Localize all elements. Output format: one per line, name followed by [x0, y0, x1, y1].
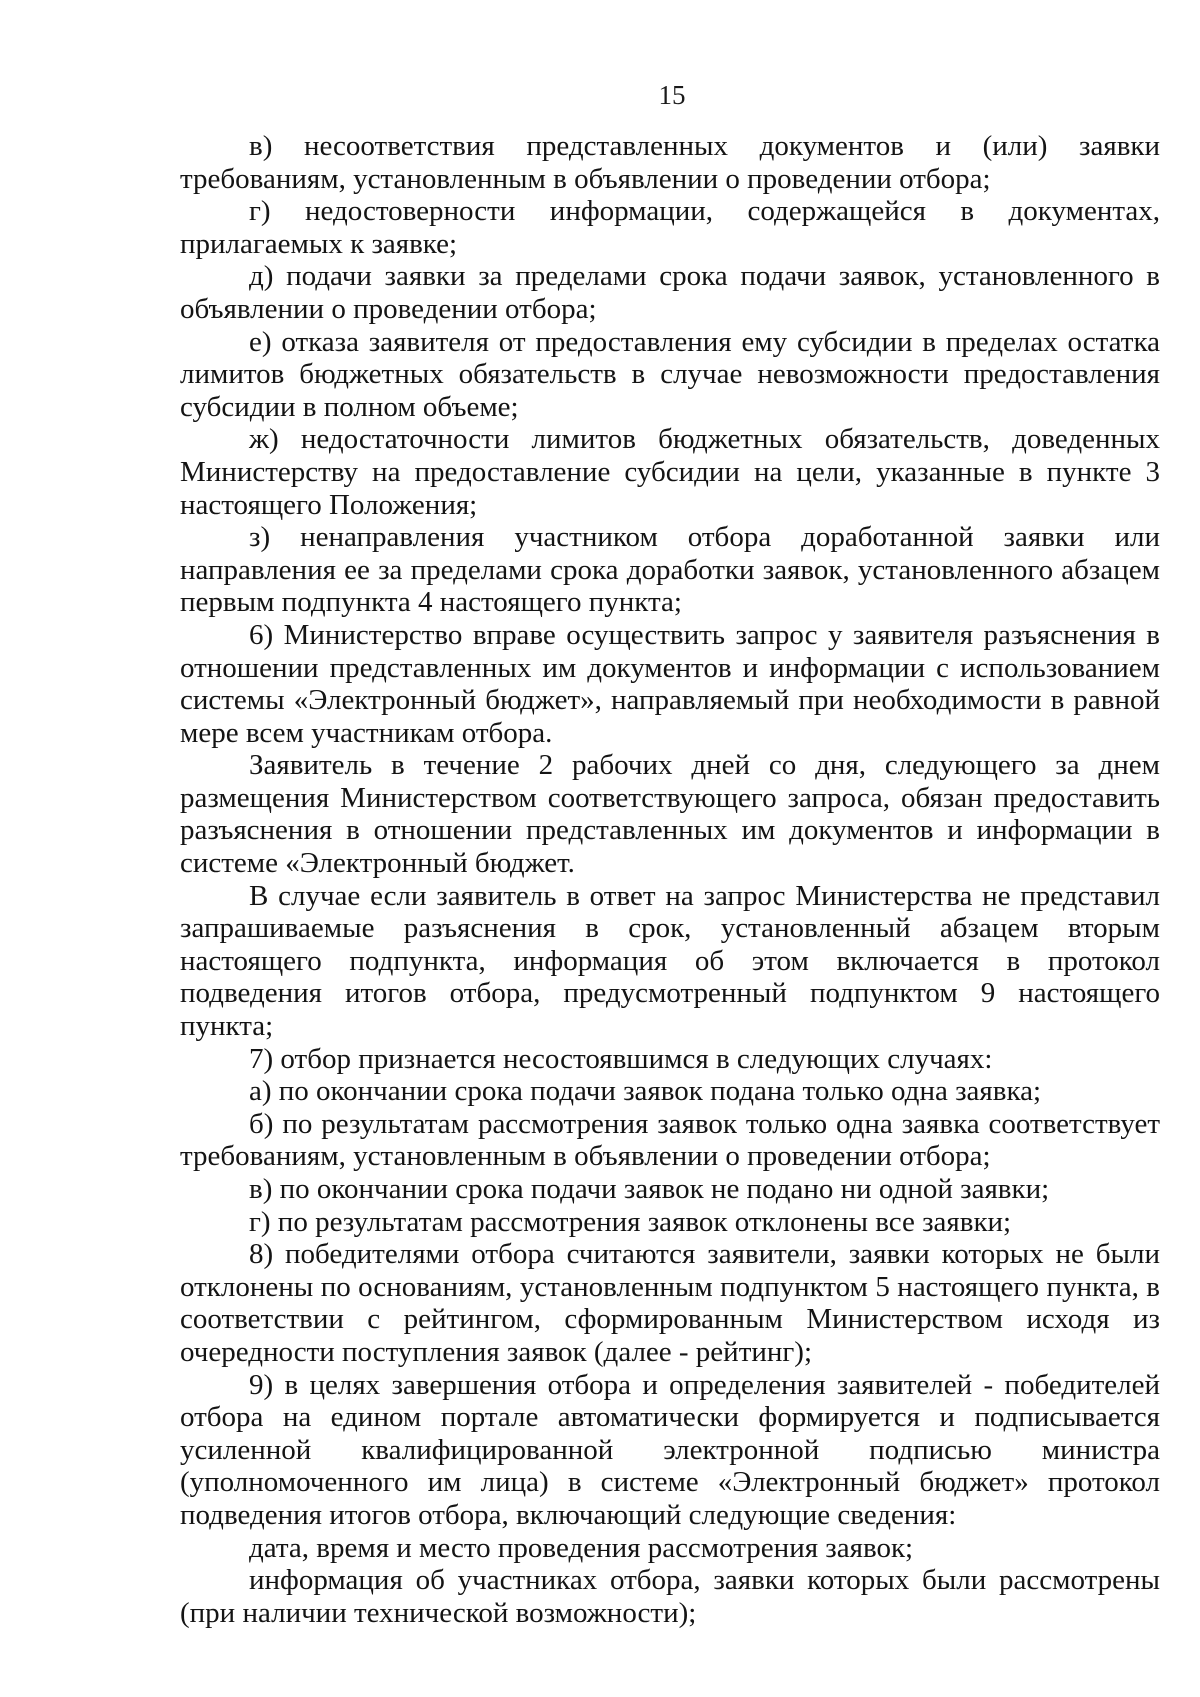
paragraph-z-non-submission: з) ненаправления участником отбора доработанной заявки или направления ее за пределами срока доработки заявок, установленного абзацем первым подпункта 4 настоящего пункта; [180, 521, 1160, 619]
document-body [180, 130, 1160, 1629]
paragraph-date-time-place: дата, время и место проведения рассмотрения заявок; [249, 1531, 914, 1564]
paragraph-e-refusal: е) отказа заявителя от предоставления ему субсидии в пределах остатка лимитов бюджетных обязательств в случае невозможности предоставления субсидии в полном объеме; [180, 325, 1160, 423]
paragraph-zh-insufficient-limits: ж) недостаточности лимитов бюджетных обязательств, доведенных Министерству на предоставление субсидии на цели, указанные в пункте 3 настоящего Положения; [180, 423, 1160, 521]
paragraph-d-late-submission: д) подачи заявки за пределами срока подачи заявок, установленного в объявлении о проведении отбора; [180, 260, 1160, 325]
paragraph-g-unreliable-info: г) недостоверности информации, содержащейся в документах, прилагаемых к заявке; [180, 195, 1160, 260]
page-number: 15 [658, 80, 686, 110]
paragraph-9-protocol: 9) в целях завершения отбора и определения заявителей - победителей отбора на едином портале автоматически формируется и подписывается усиленной квалифицированной электронной подписью министра (уполномоченного им лица) в системе «Электронный бюджет» протокол подведения итогов отбора, включающий следующие сведения: [180, 1368, 1160, 1531]
paragraph-8-winners: 8) победителями отбора считаются заявители, заявки которых не были отклонены по основаниям, установленным подпунктом 5 настоящего пункта, в соответствии с рейтингом, сформированным Министерством исходя из очередности поступления заявок (далее - рейтинг); [180, 1238, 1160, 1368]
paragraph-participants-info: информация об участниках отбора, заявки которых были рассмотрены (при наличии технической возможности); [180, 1564, 1160, 1629]
paragraph-applicant-response: Заявитель в течение 2 рабочих дней со дня, следующего за днем размещения Министерством соответствующего запроса, обязан предоставить разъяснения в отношении представленных им документов и информации в системе «Электронный бюджет. [180, 749, 1160, 880]
paragraph-v-no-applications: в) по окончании срока подачи заявок не подано ни одной заявки; [249, 1173, 1050, 1205]
paragraph-6-clarification-request: 6) Министерство вправе осуществить запрос у заявителя разъяснения в отношении представленных им документов и информации с использованием системы «Электронный бюджет», направляемый при необходимости в равной мере всем участникам отбора. [180, 618, 1160, 749]
paragraph-7-failed-selection: 7) отбор признается несостоявшимся в следующих случаях: [249, 1042, 993, 1075]
paragraph-g-all-rejected: г) по результатам рассмотрения заявок отклонены все заявки; [249, 1205, 1012, 1238]
paragraph-v-noncompliance: в) несоответствия представленных документов и (или) заявки требованиям, установленным в объявлении о проведении отбора; [180, 130, 1160, 195]
paragraph-no-clarification: В случае если заявитель в ответ на запрос Министерства не представил запрашиваемые разъяснения в срок, установленный абзацем вторым настоящего подпункта, информация об этом включается в протокол подведения итогов отбора, предусмотренный подпунктом 9 настоящего пункта; [180, 879, 1160, 1043]
paragraph-a-single-application: а) по окончании срока подачи заявок подана только одна заявка; [249, 1075, 1042, 1108]
paragraph-b-single-compliant: б) по результатам рассмотрения заявок только одна заявка соответствует требованиям, установленным в объявлении о проведении отбора; [180, 1107, 1160, 1173]
